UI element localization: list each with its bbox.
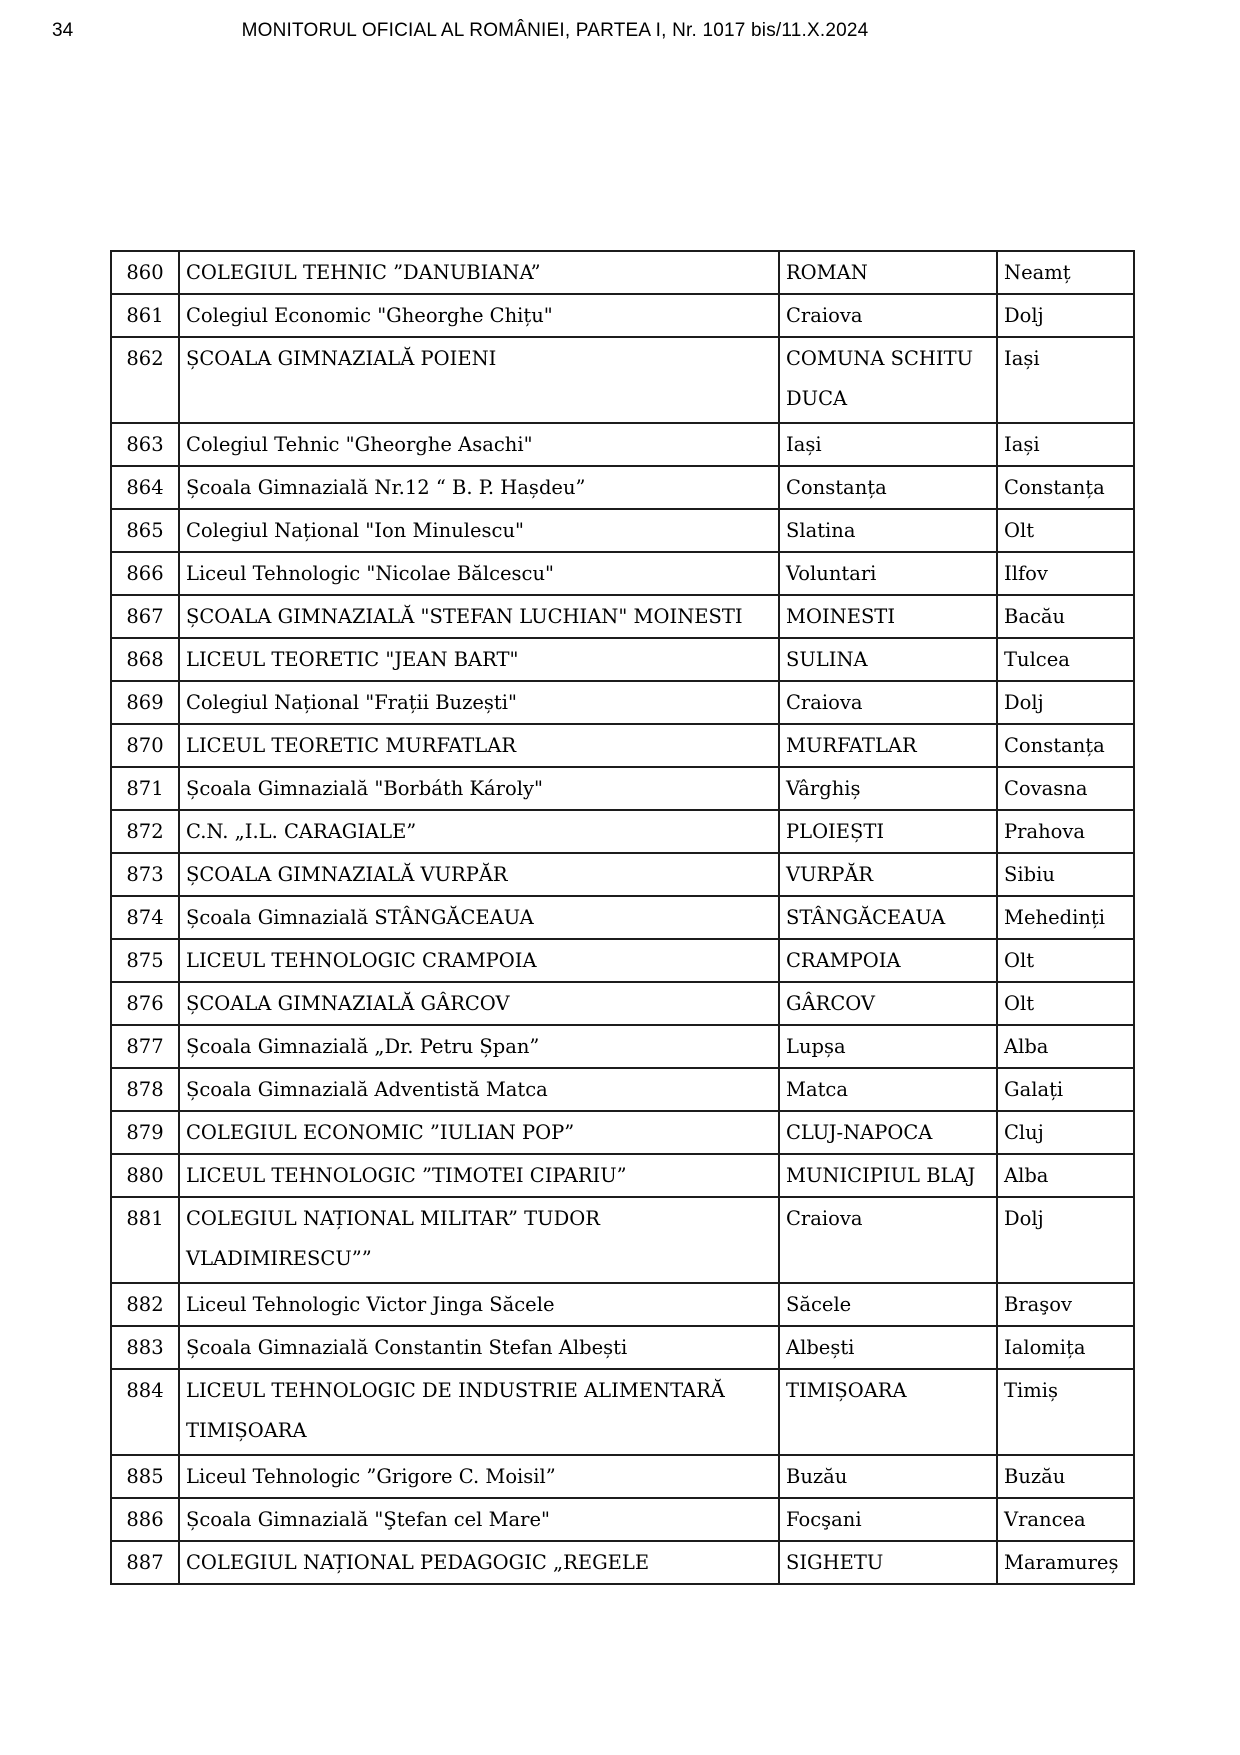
locality-cell: Voluntari (779, 552, 997, 595)
school-name-cell: Școala Gimnazială Constantin Stefan Albești (179, 1326, 779, 1369)
locality-cell: Craiova (779, 1197, 997, 1283)
county-cell: Timiș (997, 1369, 1134, 1455)
table-row (111, 767, 1134, 810)
county-cell: Ilfov (997, 552, 1134, 595)
table-row (111, 939, 1134, 982)
row-number-cell: 867 (111, 595, 179, 638)
county-cell: Iași (997, 337, 1134, 423)
locality-cell: COMUNA SCHITU DUCA (779, 337, 997, 423)
school-name-cell: C.N. „I.L. CARAGIALE” (179, 810, 779, 853)
county-cell: Alba (997, 1025, 1134, 1068)
row-number-cell: 860 (111, 251, 179, 294)
county-cell: Covasna (997, 767, 1134, 810)
locality-cell: Focşani (779, 1498, 997, 1541)
row-number-cell: 881 (111, 1197, 179, 1283)
school-name-cell: ȘCOALA GIMNAZIALĂ "STEFAN LUCHIAN" MOINESTI (179, 595, 779, 638)
table-row (111, 1154, 1134, 1197)
locality-cell: SULINA (779, 638, 997, 681)
row-number-cell: 887 (111, 1541, 179, 1584)
school-table (110, 250, 1135, 1585)
school-name-cell: ȘCOALA GIMNAZIALĂ VURPĂR (179, 853, 779, 896)
county-cell: Alba (997, 1154, 1134, 1197)
county-cell: Olt (997, 982, 1134, 1025)
county-cell: Bacău (997, 595, 1134, 638)
county-cell: Constanța (997, 724, 1134, 767)
row-number-cell: 884 (111, 1369, 179, 1455)
row-number-cell: 879 (111, 1111, 179, 1154)
school-name-cell: Colegiul Național "Frații Buzești" (179, 681, 779, 724)
row-number-cell: 878 (111, 1068, 179, 1111)
locality-cell: VURPĂR (779, 853, 997, 896)
locality-cell: MUNICIPIUL BLAJ (779, 1154, 997, 1197)
row-number-cell: 866 (111, 552, 179, 595)
table-row (111, 595, 1134, 638)
school-name-cell: Liceul Tehnologic Victor Jinga Săcele (179, 1283, 779, 1326)
table-row (111, 1326, 1134, 1369)
table-row (111, 1455, 1134, 1498)
school-name-cell: Școala Gimnazială STÂNGĂCEAUA (179, 896, 779, 939)
locality-cell: Craiova (779, 681, 997, 724)
county-cell: Olt (997, 509, 1134, 552)
table-row (111, 853, 1134, 896)
locality-cell: CRAMPOIA (779, 939, 997, 982)
page-header: MONITORUL OFICIAL AL ROMÂNIEI, PARTEA I, Nr. 1017 bis/11.X.2024 (241, 20, 869, 41)
row-number-cell: 868 (111, 638, 179, 681)
county-cell: Mehedinți (997, 896, 1134, 939)
row-number-cell: 875 (111, 939, 179, 982)
table-row (111, 1025, 1134, 1068)
school-name-cell: COLEGIUL ECONOMIC ”IULIAN POP” (179, 1111, 779, 1154)
table-row (111, 337, 1134, 423)
county-cell: Sibiu (997, 853, 1134, 896)
table-row (111, 638, 1134, 681)
table-row (111, 810, 1134, 853)
locality-cell: Craiova (779, 294, 997, 337)
table-row (111, 1197, 1134, 1283)
row-number-cell: 886 (111, 1498, 179, 1541)
county-cell: Galați (997, 1068, 1134, 1111)
row-number-cell: 882 (111, 1283, 179, 1326)
locality-cell: Albești (779, 1326, 997, 1369)
school-table-container (110, 250, 1135, 1585)
school-name-cell: Liceul Tehnologic ”Grigore C. Moisil” (179, 1455, 779, 1498)
county-cell: Olt (997, 939, 1134, 982)
county-cell: Vrancea (997, 1498, 1134, 1541)
school-name-cell: Școala Gimnazială "Ştefan cel Mare" (179, 1498, 779, 1541)
school-name-cell: Colegiul Economic "Gheorghe Chițu" (179, 294, 779, 337)
county-cell: Ialomița (997, 1326, 1134, 1369)
row-number-cell: 876 (111, 982, 179, 1025)
locality-cell: PLOIEȘTI (779, 810, 997, 853)
row-number-cell: 863 (111, 423, 179, 466)
school-name-cell: Școala Gimnazială "Borbáth Károly" (179, 767, 779, 810)
table-row (111, 681, 1134, 724)
row-number-cell: 880 (111, 1154, 179, 1197)
school-name-cell: LICEUL TEORETIC MURFATLAR (179, 724, 779, 767)
row-number-cell: 865 (111, 509, 179, 552)
table-row (111, 982, 1134, 1025)
table-row (111, 1498, 1134, 1541)
county-cell: Dolj (997, 681, 1134, 724)
table-row (111, 724, 1134, 767)
table-row (111, 1068, 1134, 1111)
row-number-cell: 873 (111, 853, 179, 896)
row-number-cell: 869 (111, 681, 179, 724)
school-name-cell: Colegiul Tehnic "Gheorghe Asachi" (179, 423, 779, 466)
row-number-cell: 864 (111, 466, 179, 509)
locality-cell: STÂNGĂCEAUA (779, 896, 997, 939)
county-cell: Constanța (997, 466, 1134, 509)
table-row (111, 1111, 1134, 1154)
row-number-cell: 885 (111, 1455, 179, 1498)
table-row (111, 509, 1134, 552)
locality-cell: CLUJ-NAPOCA (779, 1111, 997, 1154)
county-cell: Dolj (997, 1197, 1134, 1283)
school-name-cell: COLEGIUL TEHNIC ”DANUBIANA” (179, 251, 779, 294)
table-row (111, 896, 1134, 939)
locality-cell: GÂRCOV (779, 982, 997, 1025)
row-number-cell: 862 (111, 337, 179, 423)
county-cell: Dolj (997, 294, 1134, 337)
county-cell: Buzău (997, 1455, 1134, 1498)
locality-cell: Constanța (779, 466, 997, 509)
locality-cell: Lupșa (779, 1025, 997, 1068)
school-name-cell: Colegiul Național "Ion Minulescu" (179, 509, 779, 552)
table-row (111, 552, 1134, 595)
page-number: 34 (52, 20, 74, 41)
school-name-cell: Școala Gimnazială Nr.12 “ B. P. Hașdeu” (179, 466, 779, 509)
locality-cell: SIGHETU (779, 1541, 997, 1584)
school-name-cell: COLEGIUL NAȚIONAL MILITAR” TUDOR VLADIMIRESCU”” (179, 1197, 779, 1283)
row-number-cell: 877 (111, 1025, 179, 1068)
school-name-cell: LICEUL TEORETIC "JEAN BART" (179, 638, 779, 681)
school-name-cell: Liceul Tehnologic "Nicolae Bălcescu" (179, 552, 779, 595)
school-name-cell: COLEGIUL NAȚIONAL PEDAGOGIC „REGELE (179, 1541, 779, 1584)
table-row (111, 423, 1134, 466)
county-cell: Iași (997, 423, 1134, 466)
locality-cell: Săcele (779, 1283, 997, 1326)
county-cell: Neamț (997, 251, 1134, 294)
county-cell: Cluj (997, 1111, 1134, 1154)
row-number-cell: 872 (111, 810, 179, 853)
locality-cell: Matca (779, 1068, 997, 1111)
school-name-cell: LICEUL TEHNOLOGIC ”TIMOTEI CIPARIU” (179, 1154, 779, 1197)
school-name-cell: ȘCOALA GIMNAZIALĂ GÂRCOV (179, 982, 779, 1025)
county-cell: Tulcea (997, 638, 1134, 681)
school-name-cell: ȘCOALA GIMNAZIALĂ POIENI (179, 337, 779, 423)
table-row (111, 294, 1134, 337)
row-number-cell: 883 (111, 1326, 179, 1369)
row-number-cell: 861 (111, 294, 179, 337)
row-number-cell: 874 (111, 896, 179, 939)
county-cell: Maramureș (997, 1541, 1134, 1584)
table-row (111, 1283, 1134, 1326)
locality-cell: TIMIȘOARA (779, 1369, 997, 1455)
school-name-cell: Școala Gimnazială „Dr. Petru Șpan” (179, 1025, 779, 1068)
row-number-cell: 871 (111, 767, 179, 810)
school-table-body (111, 251, 1134, 1584)
locality-cell: Iași (779, 423, 997, 466)
locality-cell: ROMAN (779, 251, 997, 294)
table-row (111, 1541, 1134, 1584)
locality-cell: MOINESTI (779, 595, 997, 638)
table-row (111, 466, 1134, 509)
locality-cell: Buzău (779, 1455, 997, 1498)
locality-cell: Vârghiș (779, 767, 997, 810)
table-row (111, 251, 1134, 294)
county-cell: Prahova (997, 810, 1134, 853)
row-number-cell: 870 (111, 724, 179, 767)
locality-cell: MURFATLAR (779, 724, 997, 767)
school-name-cell: Școala Gimnazială Adventistă Matca (179, 1068, 779, 1111)
school-name-cell: LICEUL TEHNOLOGIC DE INDUSTRIE ALIMENTARĂ TIMIȘOARA (179, 1369, 779, 1455)
school-name-cell: LICEUL TEHNOLOGIC CRAMPOIA (179, 939, 779, 982)
locality-cell: Slatina (779, 509, 997, 552)
table-row (111, 1369, 1134, 1455)
county-cell: Braşov (997, 1283, 1134, 1326)
